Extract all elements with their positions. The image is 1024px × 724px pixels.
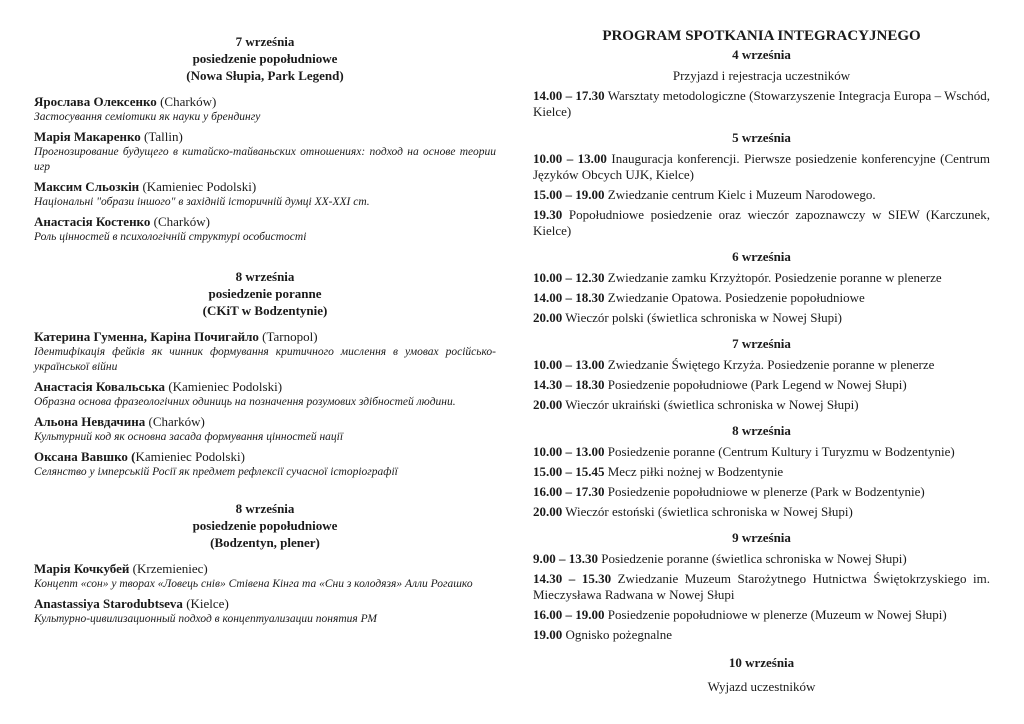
day-heading: 5 września bbox=[732, 130, 791, 145]
day-heading: 7 września bbox=[732, 336, 791, 351]
schedule-time: 20.00 bbox=[533, 504, 563, 519]
speaker-city: (Krzemieniec) bbox=[129, 561, 208, 576]
schedule-time: 10.00 – 12.30 bbox=[533, 270, 605, 285]
schedule-text: Wieczór polski (świetlica schroniska w Nowej Słupi) bbox=[562, 310, 843, 325]
speaker-name: Анастасія Ковальська bbox=[34, 379, 166, 394]
schedule-text: Popołudniowe posiedzenie oraz wieczór zapoznawczy w SIEW (Karczunek, Kielce) bbox=[533, 207, 990, 238]
schedule-item bbox=[533, 444, 990, 460]
speaker-name: Марія Макаренко bbox=[34, 129, 141, 144]
program-column bbox=[533, 0, 990, 695]
schedule-text: Zwiedzanie zamku Krzyżtopór. Posiedzenie poranne w plenerze bbox=[604, 270, 942, 285]
speaker-city: Kamieniec Podolski) bbox=[135, 449, 245, 464]
schedule-item bbox=[533, 607, 990, 623]
speaker-city: (Kamieniec Podolski) bbox=[139, 179, 257, 194]
schedule-text: Wieczór ukraiński (świetlica schroniska w Nowej Słupi) bbox=[562, 397, 859, 412]
talk-topic: Селянство у імперській Росії як предмет рефлексії сучасної історіографії bbox=[34, 466, 398, 478]
session-kind: posiedzenie popołudniowe bbox=[192, 51, 338, 66]
session-date: 8 września bbox=[235, 269, 295, 284]
schedule-time: 15.00 – 15.45 bbox=[533, 464, 605, 479]
schedule-time: 20.00 bbox=[533, 397, 563, 412]
talk-topic: Культурний код як основна засада формування цінностей нації bbox=[34, 431, 344, 443]
session-kind: posiedzenie popołudniowe bbox=[192, 518, 338, 533]
session-place: (Nowa Słupia, Park Legend) bbox=[186, 68, 344, 83]
schedule-item bbox=[533, 357, 990, 373]
day-heading: 4 września bbox=[732, 47, 791, 62]
schedule-item bbox=[533, 571, 990, 603]
speaker-entry bbox=[34, 94, 496, 125]
schedule-item bbox=[533, 627, 990, 643]
schedule-text: Inauguracja konferencji. Pierwsze posiedzenie konferencyjne (Centrum Języków Obcych UJK, Kielce) bbox=[533, 151, 990, 182]
day-heading: 10 września bbox=[728, 655, 795, 670]
speaker-city: (Charków) bbox=[145, 414, 205, 429]
speaker-name: Катерина Гуменна, Каріна Почигайло bbox=[34, 329, 259, 344]
speaker-entry bbox=[34, 414, 496, 445]
schedule-time: 14.00 – 18.30 bbox=[533, 290, 605, 305]
day-heading: 9 września bbox=[732, 530, 791, 545]
session-header bbox=[34, 500, 496, 551]
session-header bbox=[34, 268, 496, 319]
schedule-time: 14.30 – 15.30 bbox=[533, 571, 612, 586]
schedule-item bbox=[533, 207, 990, 239]
schedule-time: 9.00 – 13.30 bbox=[533, 551, 598, 566]
schedule-item bbox=[533, 397, 990, 413]
schedule-time: 14.00 – 17.30 bbox=[533, 88, 605, 103]
speaker-name: Анастасія Костенко bbox=[34, 214, 151, 229]
schedule-text: Posiedzenie popołudniowe w plenerze (Muzeum w Nowej Słupi) bbox=[604, 607, 947, 622]
session-place: (Bodzentyn, plener) bbox=[210, 535, 320, 550]
schedule-time: 14.30 – 18.30 bbox=[533, 377, 605, 392]
schedule-item bbox=[533, 484, 990, 500]
schedule-time: 10.00 – 13.00 bbox=[533, 357, 605, 372]
speaker-entry bbox=[34, 449, 496, 480]
speaker-name: Оксана Вавшко ( bbox=[34, 449, 136, 464]
schedule-item bbox=[533, 377, 990, 393]
schedule-time: 10.00 – 13.00 bbox=[533, 444, 605, 459]
talk-topic: Ідентифікація фейків як чинник формування критичного мислення в умовах російсько-української війни bbox=[34, 346, 496, 373]
speaker-entry bbox=[34, 214, 496, 245]
schedule-text: Warsztaty metodologiczne (Stowarzyszenie Integracja Europa – Wschód, Kielce) bbox=[533, 88, 991, 119]
schedule-text: Posiedzenie poranne (Centrum Kultury i Turyzmu w Bodzentynie) bbox=[604, 444, 955, 459]
schedule-text: Wieczór estoński (świetlica schroniska w Nowej Słupi) bbox=[562, 504, 853, 519]
schedule-time: 10.00 – 13.00 bbox=[533, 151, 607, 166]
speaker-entry bbox=[34, 329, 496, 375]
schedule-item bbox=[533, 504, 990, 520]
schedule-text: Zwiedzanie centrum Kielc i Muzeum Narodowego. bbox=[604, 187, 876, 202]
schedule-text: Posiedzenie popołudniowe w plenerze (Park w Bodzentynie) bbox=[604, 484, 925, 499]
speaker-entry bbox=[34, 179, 496, 210]
schedule-time: 19.30 bbox=[533, 207, 563, 222]
day-note: Wyjazd uczestników bbox=[707, 679, 816, 694]
schedule-item bbox=[533, 310, 990, 326]
schedule-item bbox=[533, 270, 990, 286]
schedule-text: Posiedzenie popołudniowe (Park Legend w Nowej Słupi) bbox=[604, 377, 907, 392]
schedule-text: Ognisko pożegnalne bbox=[562, 627, 673, 642]
program-title: PROGRAM SPOTKANIA INTEGRACYJNEGO bbox=[602, 28, 921, 44]
schedule-text: Zwiedzanie Muzeum Starożytnego Hutnictwa Świętokrzyskiego im. Mieczysława Radwana w Nowej Słupi bbox=[533, 571, 991, 602]
session-place: (CKiT w Bodzentynie) bbox=[202, 303, 328, 318]
speaker-name: Альона Невдачина bbox=[34, 414, 146, 429]
speaker-city: (Kielce) bbox=[182, 596, 229, 611]
schedule-time: 16.00 – 17.30 bbox=[533, 484, 605, 499]
speaker-entry bbox=[34, 561, 496, 592]
speaker-entry bbox=[34, 379, 496, 410]
speaker-city: (Charków) bbox=[156, 94, 217, 109]
day-note: Przyjazd i rejestracja uczestników bbox=[672, 68, 851, 83]
talk-topic: Застосування семіотики як науки у брендингу bbox=[34, 111, 261, 123]
schedule-item bbox=[533, 464, 990, 480]
speaker-name: Марія Кочкубей bbox=[34, 561, 130, 576]
schedule-item bbox=[533, 290, 990, 306]
schedule-time: 16.00 – 19.00 bbox=[533, 607, 605, 622]
session-kind: posiedzenie poranne bbox=[208, 286, 322, 301]
session-header bbox=[34, 33, 496, 84]
schedule-text: Zwiedzanie Świętego Krzyża. Posiedzenie poranne w plenerze bbox=[604, 357, 935, 372]
speaker-name: Ярослава Олексенко bbox=[34, 94, 157, 109]
speaker-city: (Charków) bbox=[150, 214, 210, 229]
speaker-city: (Tarnopol) bbox=[258, 329, 318, 344]
speaker-city: (Kamieniec Podolski) bbox=[165, 379, 283, 394]
talk-topic: Національні "образи іншого" в західній історичній думці XX-XXI ст. bbox=[34, 196, 370, 208]
session-date: 8 września bbox=[235, 501, 295, 516]
schedule-text: Zwiedzanie Opatowa. Posiedzenie popołudniowe bbox=[604, 290, 865, 305]
schedule-time: 15.00 – 19.00 bbox=[533, 187, 605, 202]
speaker-name: Максим Сльозкін bbox=[34, 179, 140, 194]
schedule-item bbox=[533, 88, 990, 120]
talk-topic: Концепт «сон» у творах «Ловець снів» Стівена Кінга та «Сни з колодязя» Алли Рогашко bbox=[34, 578, 473, 590]
speaker-name: Anastassiya Starodubtseva bbox=[34, 596, 183, 611]
schedule-text: Mecz piłki nożnej w Bodzentynie bbox=[604, 464, 784, 479]
schedule-item bbox=[533, 187, 990, 203]
schedule-item bbox=[533, 151, 990, 183]
speaker-city: (Tallin) bbox=[140, 129, 183, 144]
day-heading: 8 września bbox=[732, 423, 791, 438]
schedule-item bbox=[533, 551, 990, 567]
talk-topic: Культурно-цивилизационный подход в концептуализации понятия РМ bbox=[34, 613, 377, 625]
speaker-entry bbox=[34, 596, 496, 627]
talk-topic: Прогнозирование будущего в китайско-тайваньских отношениях: подход на основе теории игр bbox=[34, 146, 496, 173]
session-date: 7 września bbox=[235, 34, 295, 49]
talk-topic: Образна основа фразеологічних одиниць на позначення розумових здібностей людини. bbox=[34, 396, 456, 408]
day-heading: 6 września bbox=[732, 249, 791, 264]
schedule-time: 20.00 bbox=[533, 310, 563, 325]
schedule-text: Posiedzenie poranne (świetlica schroniska w Nowej Słupi) bbox=[598, 551, 907, 566]
talk-topic: Роль цінностей в психологічній структурі особистості bbox=[34, 231, 307, 243]
speaker-entry bbox=[34, 129, 496, 175]
sessions-column bbox=[34, 0, 496, 627]
schedule-time: 19.00 bbox=[533, 627, 563, 642]
